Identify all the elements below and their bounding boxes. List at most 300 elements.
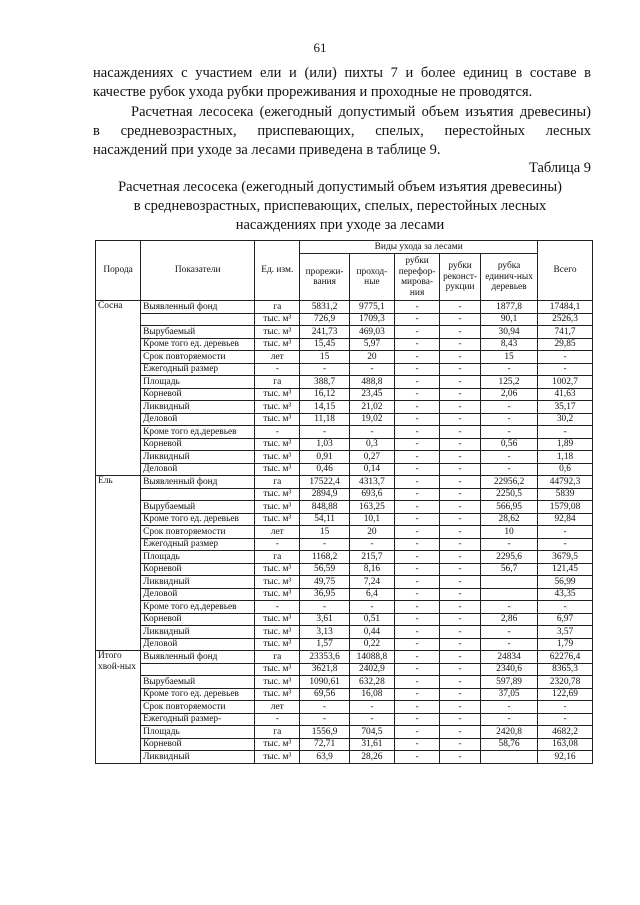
passing-cell: 215,7 [349, 551, 394, 564]
table-row [96, 551, 593, 564]
unit-cell: - [255, 363, 300, 376]
thinning-cell: 3621,8 [300, 663, 349, 676]
single-trees-cell: 90,1 [481, 313, 538, 326]
single-trees-cell: 22956,2 [481, 476, 538, 489]
passing-cell: 5,97 [349, 338, 394, 351]
perforation-cell: - [395, 388, 440, 401]
thinning-cell: 15,45 [300, 338, 349, 351]
indicator-cell: Площадь [141, 726, 255, 739]
table-row [96, 688, 593, 701]
table-row [96, 526, 593, 539]
total-cell: 741,7 [538, 326, 593, 339]
single-trees-cell: - [481, 601, 538, 614]
single-trees-cell: - [481, 638, 538, 651]
perforation-cell: - [395, 351, 440, 364]
thinning-cell: 54,11 [300, 513, 349, 526]
passing-cell: 4313,7 [349, 476, 394, 489]
header-reconstruction: рубки реконст-рукции [440, 254, 481, 301]
passing-cell: 632,28 [349, 676, 394, 689]
single-trees-cell: 8,43 [481, 338, 538, 351]
thinning-cell: 3,13 [300, 626, 349, 639]
reconstruction-cell: - [440, 526, 481, 539]
perforation-cell: - [395, 576, 440, 589]
total-cell: - [538, 363, 593, 376]
total-cell: 3,57 [538, 626, 593, 639]
passing-cell: - [349, 363, 394, 376]
unit-cell: тыс. м³ [255, 576, 300, 589]
total-cell: - [538, 601, 593, 614]
perforation-cell: - [395, 601, 440, 614]
perforation-cell: - [395, 538, 440, 551]
reconstruction-cell: - [440, 501, 481, 514]
species-cell: Сосна [96, 301, 141, 476]
single-trees-cell: - [481, 401, 538, 414]
total-cell: 41,63 [538, 388, 593, 401]
reconstruction-cell: - [440, 426, 481, 439]
passing-cell: 10,1 [349, 513, 394, 526]
total-cell: 17484,1 [538, 301, 593, 314]
indicator-cell: Ликвидный [141, 401, 255, 414]
unit-cell: тыс. м³ [255, 663, 300, 676]
unit-cell: га [255, 651, 300, 664]
indicator-cell: Деловой [141, 588, 255, 601]
indicator-cell: Ликвидный [141, 451, 255, 464]
table-row [96, 676, 593, 689]
indicator-cell: Кроме того ед.деревьев [141, 426, 255, 439]
table-row [96, 738, 593, 751]
total-cell: 2320,78 [538, 676, 593, 689]
perforation-cell: - [395, 651, 440, 664]
thinning-cell: 49,75 [300, 576, 349, 589]
perforation-cell: - [395, 488, 440, 501]
table-row [96, 613, 593, 626]
table-row [96, 751, 593, 764]
indicator-cell: Корневой [141, 738, 255, 751]
single-trees-cell [481, 576, 538, 589]
thinning-cell: 726,9 [300, 313, 349, 326]
total-cell: - [538, 538, 593, 551]
thinning-cell: 15 [300, 526, 349, 539]
perforation-cell: - [395, 588, 440, 601]
passing-cell: - [349, 713, 394, 726]
single-trees-cell: 2340,6 [481, 663, 538, 676]
table-row [96, 588, 593, 601]
reconstruction-cell: - [440, 738, 481, 751]
unit-cell: - [255, 601, 300, 614]
reconstruction-cell: - [440, 363, 481, 376]
unit-cell: тыс. м³ [255, 438, 300, 451]
passing-cell: - [349, 701, 394, 714]
indicator-cell: Ежегодный размер- [141, 713, 255, 726]
reconstruction-cell: - [440, 688, 481, 701]
single-trees-cell: - [481, 451, 538, 464]
indicator-cell: Выявленный фонд [141, 651, 255, 664]
table-row [96, 513, 593, 526]
thinning-cell: 2894,9 [300, 488, 349, 501]
perforation-cell: - [395, 363, 440, 376]
total-cell: 8365,3 [538, 663, 593, 676]
total-cell: 92,16 [538, 751, 593, 764]
passing-cell: 14088,8 [349, 651, 394, 664]
species-cell: Итого хвой-ных [96, 651, 141, 764]
indicator-cell: Деловой [141, 413, 255, 426]
indicator-cell: Корневой [141, 563, 255, 576]
indicator-cell: Корневой [141, 438, 255, 451]
total-cell: 122,69 [538, 688, 593, 701]
table-row [96, 638, 593, 651]
single-trees-cell: 2295,6 [481, 551, 538, 564]
perforation-cell: - [395, 738, 440, 751]
total-cell: 62276,4 [538, 651, 593, 664]
total-cell: 6,97 [538, 613, 593, 626]
indicator-cell: Вырубаемый [141, 501, 255, 514]
page-number: 61 [313, 40, 327, 55]
single-trees-cell: 1877,8 [481, 301, 538, 314]
perforation-cell: - [395, 663, 440, 676]
unit-cell: лет [255, 351, 300, 364]
perforation-cell: - [395, 301, 440, 314]
single-trees-cell: 58,76 [481, 738, 538, 751]
thinning-cell: 5831,2 [300, 301, 349, 314]
header-perforation: рубки перефор-мирова-ния [395, 254, 440, 301]
table-row [96, 726, 593, 739]
single-trees-cell: - [481, 713, 538, 726]
thinning-cell: - [300, 363, 349, 376]
paragraph-2-line-2: в средневозрастных, приспевающих, спелых, перестойных лесных [93, 123, 591, 139]
unit-cell: тыс. м³ [255, 626, 300, 639]
thinning-cell: - [300, 713, 349, 726]
indicator-cell: Ежегодный размер [141, 538, 255, 551]
perforation-cell: - [395, 326, 440, 339]
table-row [96, 301, 593, 314]
perforation-cell: - [395, 413, 440, 426]
indicator-cell: Ликвидный [141, 626, 255, 639]
unit-cell: тыс. м³ [255, 401, 300, 414]
indicator-cell: Кроме того ед.деревьев [141, 601, 255, 614]
unit-cell: тыс. м³ [255, 676, 300, 689]
reconstruction-cell: - [440, 376, 481, 389]
total-cell: 1,79 [538, 638, 593, 651]
passing-cell: 6,4 [349, 588, 394, 601]
unit-cell: тыс. м³ [255, 738, 300, 751]
total-cell: 1579,08 [538, 501, 593, 514]
single-trees-cell: 10 [481, 526, 538, 539]
single-trees-cell: - [481, 538, 538, 551]
table-row [96, 488, 593, 501]
indicator-cell: Кроме того ед. деревьев [141, 688, 255, 701]
unit-cell: тыс. м³ [255, 313, 300, 326]
single-trees-cell: 2420,8 [481, 726, 538, 739]
indicator-cell: Кроме того ед. деревьев [141, 338, 255, 351]
reconstruction-cell: - [440, 751, 481, 764]
passing-cell: 0,22 [349, 638, 394, 651]
reconstruction-cell: - [440, 538, 481, 551]
perforation-cell: - [395, 713, 440, 726]
thinning-cell: 69,56 [300, 688, 349, 701]
unit-cell: тыс. м³ [255, 501, 300, 514]
table-row [96, 313, 593, 326]
table-row [96, 663, 593, 676]
thinning-cell: 848,88 [300, 501, 349, 514]
reconstruction-cell: - [440, 451, 481, 464]
unit-cell: тыс. м³ [255, 488, 300, 501]
perforation-cell: - [395, 563, 440, 576]
table-row [96, 538, 593, 551]
thinning-cell: 15 [300, 351, 349, 364]
thinning-cell: - [300, 538, 349, 551]
paragraph-1-line-1: насаждениях с участием ели и (или) пихты 7 и более единиц в составе в [93, 65, 591, 81]
passing-cell: 0,3 [349, 438, 394, 451]
passing-cell: 0,14 [349, 463, 394, 476]
single-trees-cell: - [481, 363, 538, 376]
perforation-cell: - [395, 551, 440, 564]
total-cell: 1,18 [538, 451, 593, 464]
passing-cell: 19,02 [349, 413, 394, 426]
table-row [96, 651, 593, 664]
unit-cell: тыс. м³ [255, 513, 300, 526]
passing-cell: 163,25 [349, 501, 394, 514]
paragraph-2-line-3: насаждений при уходе за лесами приведена в таблице 9. [93, 142, 441, 158]
passing-cell: - [349, 538, 394, 551]
perforation-cell: - [395, 751, 440, 764]
total-cell: 92,84 [538, 513, 593, 526]
perforation-cell: - [395, 688, 440, 701]
passing-cell: 16,08 [349, 688, 394, 701]
table-row [96, 388, 593, 401]
unit-cell: - [255, 713, 300, 726]
single-trees-cell [481, 588, 538, 601]
header-single-trees: рубка единич-ных деревьев [481, 254, 538, 301]
passing-cell: 31,61 [349, 738, 394, 751]
passing-cell: - [349, 426, 394, 439]
table-row [96, 476, 593, 489]
perforation-cell: - [395, 451, 440, 464]
reconstruction-cell: - [440, 701, 481, 714]
single-trees-cell: 597,89 [481, 676, 538, 689]
total-cell: 44792,3 [538, 476, 593, 489]
thinning-cell: 241,73 [300, 326, 349, 339]
reconstruction-cell: - [440, 588, 481, 601]
single-trees-cell: - [481, 413, 538, 426]
total-cell: 1002,7 [538, 376, 593, 389]
reconstruction-cell: - [440, 626, 481, 639]
header-unit: Ед. изм. [255, 241, 300, 301]
reconstruction-cell: - [440, 513, 481, 526]
indicator-cell: Вырубаемый [141, 676, 255, 689]
unit-cell: - [255, 538, 300, 551]
thinning-cell: 63,9 [300, 751, 349, 764]
total-cell: 163,08 [538, 738, 593, 751]
perforation-cell: - [395, 338, 440, 351]
single-trees-cell: 30,94 [481, 326, 538, 339]
reconstruction-cell: - [440, 388, 481, 401]
table-number: Таблица 9 [528, 160, 591, 176]
indicator-cell: Выявленный фонд [141, 476, 255, 489]
total-cell: 3679,5 [538, 551, 593, 564]
reconstruction-cell: - [440, 551, 481, 564]
reconstruction-cell: - [440, 726, 481, 739]
table-row [96, 713, 593, 726]
indicator-cell: Кроме того ед. деревьев [141, 513, 255, 526]
table-title-line-3: насаждениях при уходе за лесами [235, 217, 445, 233]
reconstruction-cell: - [440, 401, 481, 414]
reconstruction-cell: - [440, 413, 481, 426]
total-cell: - [538, 426, 593, 439]
indicator-cell: Выявленный фонд [141, 301, 255, 314]
thinning-cell: 11,18 [300, 413, 349, 426]
indicator-cell: Площадь [141, 376, 255, 389]
unit-cell: тыс. м³ [255, 688, 300, 701]
unit-cell: лет [255, 526, 300, 539]
unit-cell: тыс. м³ [255, 563, 300, 576]
indicator-cell: Деловой [141, 463, 255, 476]
indicator-cell: Срок повторяемости [141, 351, 255, 364]
thinning-cell: 3,61 [300, 613, 349, 626]
reconstruction-cell: - [440, 713, 481, 726]
paragraph-2-line-1: Расчетная лесосека (ежегодный допустимый объем изъятия древесины) [131, 104, 591, 120]
thinning-cell: 72,71 [300, 738, 349, 751]
unit-cell: тыс. м³ [255, 588, 300, 601]
single-trees-cell: - [481, 463, 538, 476]
table-title-line-1: Расчетная лесосека (ежегодный допустимый объем изъятия древесины) [118, 179, 562, 195]
header-indicators: Показатели [141, 241, 255, 301]
single-trees-cell: 24834 [481, 651, 538, 664]
table-row [96, 563, 593, 576]
single-trees-cell: 2,86 [481, 613, 538, 626]
perforation-cell: - [395, 438, 440, 451]
reconstruction-cell: - [440, 313, 481, 326]
passing-cell: 9775,1 [349, 301, 394, 314]
perforation-cell: - [395, 513, 440, 526]
passing-cell: 20 [349, 351, 394, 364]
thinning-cell: 17522,4 [300, 476, 349, 489]
unit-cell: тыс. м³ [255, 613, 300, 626]
indicator-cell: Деловой [141, 638, 255, 651]
thinning-cell: 0,46 [300, 463, 349, 476]
table-row [96, 451, 593, 464]
perforation-cell: - [395, 501, 440, 514]
table-row [96, 701, 593, 714]
unit-cell: тыс. м³ [255, 388, 300, 401]
unit-cell: га [255, 726, 300, 739]
reconstruction-cell: - [440, 326, 481, 339]
perforation-cell: - [395, 526, 440, 539]
passing-cell: 0,51 [349, 613, 394, 626]
unit-cell: тыс. м³ [255, 413, 300, 426]
table-row [96, 601, 593, 614]
unit-cell: га [255, 301, 300, 314]
thinning-cell: 16,12 [300, 388, 349, 401]
reconstruction-cell: - [440, 576, 481, 589]
table-row [96, 326, 593, 339]
indicator-cell [141, 663, 255, 676]
unit-cell: - [255, 426, 300, 439]
total-cell: 0,6 [538, 463, 593, 476]
unit-cell: тыс. м³ [255, 751, 300, 764]
perforation-cell: - [395, 426, 440, 439]
single-trees-cell: 2250,5 [481, 488, 538, 501]
reconstruction-cell: - [440, 351, 481, 364]
reconstruction-cell: - [440, 488, 481, 501]
reconstruction-cell: - [440, 338, 481, 351]
reconstruction-cell: - [440, 676, 481, 689]
thinning-cell: 14,15 [300, 401, 349, 414]
unit-cell: тыс. м³ [255, 326, 300, 339]
table-row [96, 501, 593, 514]
perforation-cell: - [395, 638, 440, 651]
passing-cell: 0,27 [349, 451, 394, 464]
unit-cell: га [255, 376, 300, 389]
perforation-cell: - [395, 626, 440, 639]
passing-cell: 8,16 [349, 563, 394, 576]
table-row [96, 363, 593, 376]
unit-cell: га [255, 476, 300, 489]
table-row [96, 438, 593, 451]
thinning-cell: 56,59 [300, 563, 349, 576]
header-species: Порода [96, 241, 141, 301]
indicator-cell: Ликвидный [141, 576, 255, 589]
table-row [96, 413, 593, 426]
indicator-cell [141, 488, 255, 501]
passing-cell: 28,26 [349, 751, 394, 764]
unit-cell: га [255, 551, 300, 564]
reconstruction-cell: - [440, 638, 481, 651]
single-trees-cell: - [481, 626, 538, 639]
thinning-cell: 1,57 [300, 638, 349, 651]
single-trees-cell: 28,62 [481, 513, 538, 526]
reconstruction-cell: - [440, 651, 481, 664]
indicator-cell: Корневой [141, 613, 255, 626]
total-cell: 5839 [538, 488, 593, 501]
unit-cell: тыс. м³ [255, 463, 300, 476]
reconstruction-cell: - [440, 601, 481, 614]
species-cell: Ель [96, 476, 141, 651]
single-trees-cell: 2,06 [481, 388, 538, 401]
reconstruction-cell: - [440, 613, 481, 626]
single-trees-cell: 37,05 [481, 688, 538, 701]
passing-cell: 21,02 [349, 401, 394, 414]
perforation-cell: - [395, 676, 440, 689]
thinning-cell: 36,95 [300, 588, 349, 601]
total-cell: 56,99 [538, 576, 593, 589]
table-row [96, 376, 593, 389]
thinning-cell: - [300, 426, 349, 439]
reconstruction-cell: - [440, 301, 481, 314]
indicator-cell [141, 313, 255, 326]
unit-cell: тыс. м³ [255, 451, 300, 464]
header-passing: проход-ные [349, 254, 394, 301]
passing-cell: 7,24 [349, 576, 394, 589]
total-cell: 4682,2 [538, 726, 593, 739]
indicator-cell: Вырубаемый [141, 326, 255, 339]
thinning-cell: 1090,61 [300, 676, 349, 689]
reconstruction-cell: - [440, 438, 481, 451]
unit-cell: тыс. м³ [255, 338, 300, 351]
single-trees-cell: 56,7 [481, 563, 538, 576]
thinning-cell: - [300, 701, 349, 714]
passing-cell: 469,03 [349, 326, 394, 339]
perforation-cell: - [395, 313, 440, 326]
perforation-cell: - [395, 401, 440, 414]
paragraph-1-line-2: качестве рубок ухода рубки прореживания и проходные не проводятся. [93, 84, 533, 100]
table-row [96, 626, 593, 639]
perforation-cell: - [395, 463, 440, 476]
single-trees-cell: 15 [481, 351, 538, 364]
thinning-cell: 1556,9 [300, 726, 349, 739]
total-cell: 29,85 [538, 338, 593, 351]
reconstruction-cell: - [440, 463, 481, 476]
total-cell: 43,35 [538, 588, 593, 601]
